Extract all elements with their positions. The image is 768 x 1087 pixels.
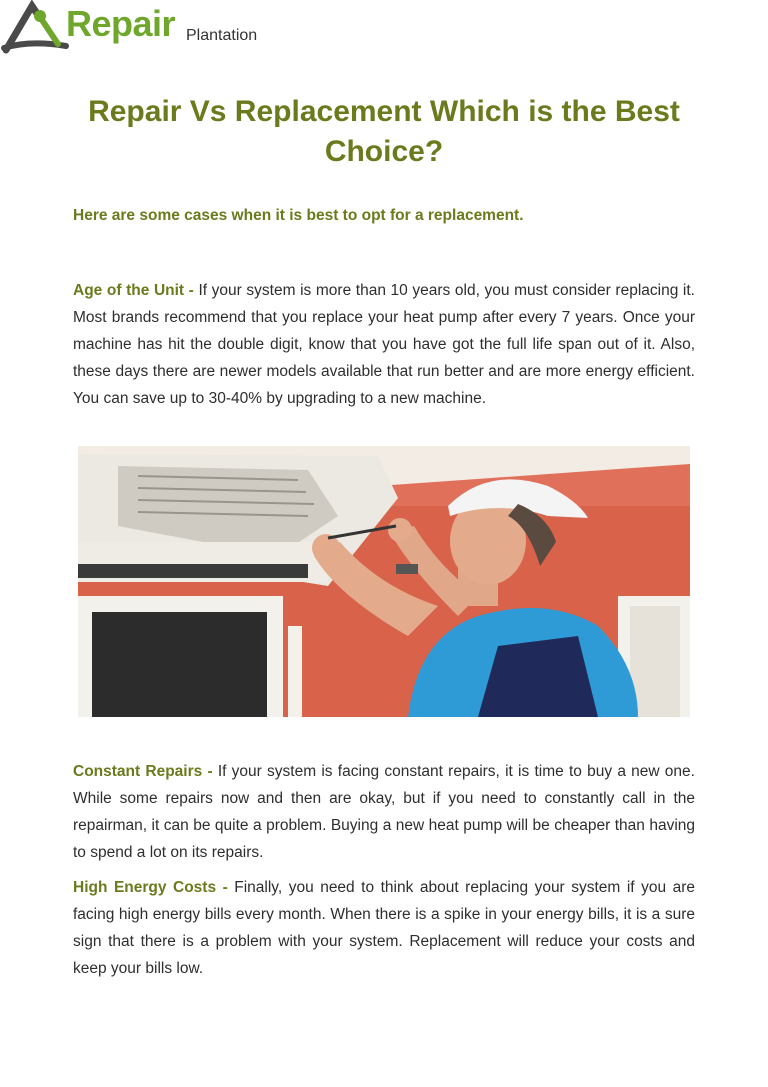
technician-repairing-ac-image [78, 446, 690, 717]
technician-photo [78, 446, 690, 717]
section-body: If your system is more than 10 years old, you must consider replacing it. Most brands recommend that you replace your heat pump after every 7 years. Once your machine has hit the double digit, know that you have got the full life span out of it. Also, these days there are newer models available that run better and are more energy efficient. You can save up to 30-40% by upgrading to a new machine. [73, 282, 695, 407]
section-high-energy-costs [73, 874, 695, 982]
logo-wordmark: Repair [66, 3, 176, 44]
section-lead: Constant Repairs - [73, 763, 213, 780]
logo-subtitle: Plantation [186, 27, 258, 44]
section-lead: Age of the Unit - [73, 282, 194, 299]
section-age-of-unit [73, 277, 695, 412]
section-lead: High Energy Costs - [73, 879, 228, 896]
section-body: Finally, you need to think about replacing your system if you are facing high energy bills every month. When there is a spike in your energy bills, it is a sure sign that there is a problem with your system. Replacement will reduce your costs and keep your bills low. [73, 879, 695, 977]
section-constant-repairs [73, 758, 695, 866]
section-body: If your system is facing constant repairs, it is time to buy a new one. While some repairs now and then are okay, but if you need to constantly call in the repairman, it can be quite a problem. Buying a new heat pump will be cheaper than having to spend a lot on its repairs. [73, 763, 695, 861]
brand-logo [0, 0, 290, 54]
intro-text: Here are some cases when it is best to opt for a replacement. [73, 207, 524, 224]
logo-mark-icon [0, 0, 72, 54]
page-title: Repair Vs Replacement Which is the Best Choice? [88, 95, 680, 168]
